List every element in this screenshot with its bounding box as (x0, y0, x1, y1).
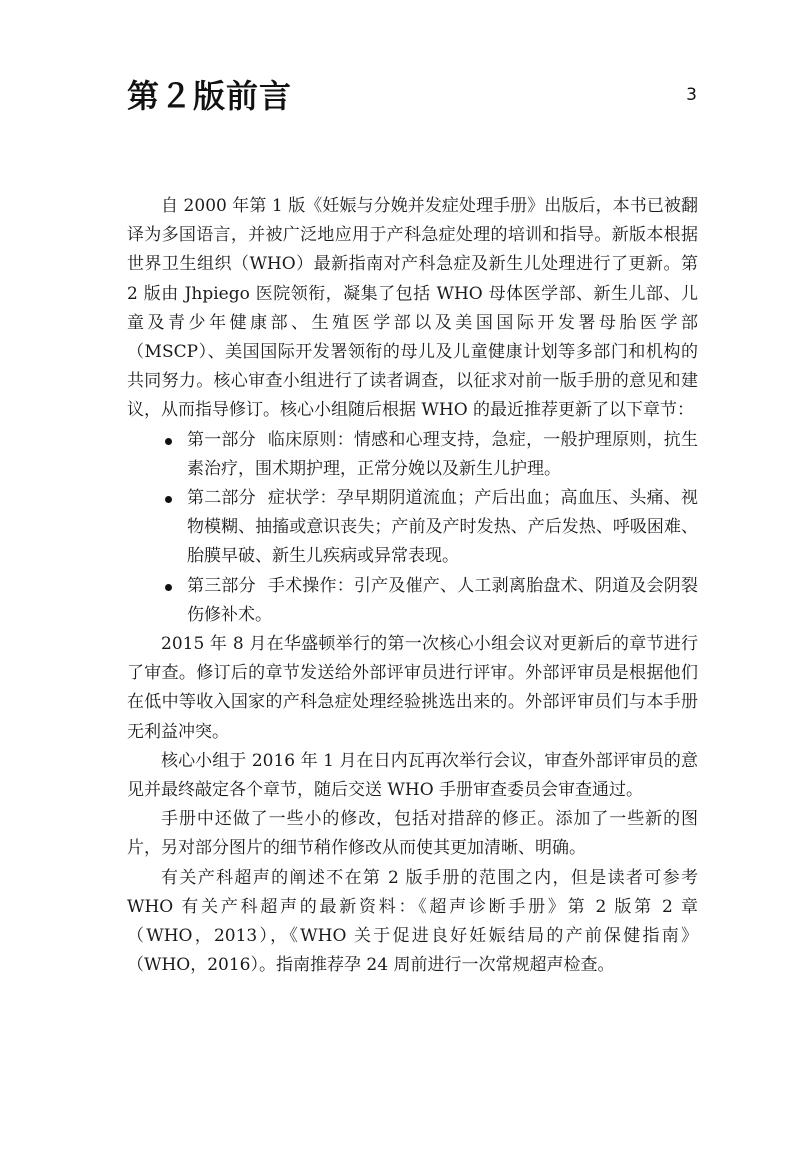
review-paragraph: 2015 年 8 月在华盛顿举行的第一次核心小组会议对更新后的章节进行了审查。修订后的章节发送给外部评审员进行评审。外部评审员是根据他们在低中等收入国家的产科急症处理经验挑选出来的。外部评审员们与本手册无利益冲突。 (127, 634, 698, 742)
bullet-icon (165, 584, 172, 591)
list-item (127, 572, 698, 630)
section-description: 症状学：孕早期阴道流血；产后出血；高血压、头痛、视物模糊、抽搐或意识丧失；产前及产时发热、产后发热、呼吸困难、胎膜早破、新生儿疾病或异常表现。 (187, 488, 699, 567)
geneva-meeting-paragraph: 核心小组于 2016 年 1 月在日内瓦再次举行会议，审查外部评审员的意见并最终敲定各个章节，随后交送 WHO 手册审查委员会审查通过。 (127, 750, 698, 801)
section-part-label: 第一部分 (187, 429, 256, 450)
intro-paragraph: 自 2000 年第 1 版《妊娠与分娩并发症处理手册》出版后，本书已被翻译为多国语言，并被广泛地应用于产科急症处理的培训和指导。新版本根据世界卫生组织（WHO）最新指南对产科急症及新生儿处理进行了更新。第 2 版由 Jhpiego 医院领衔，凝集了包括 WHO 母体医学部、新生儿部、儿童及青少年健康部、生殖医学部以及美国国际开发署母胎医学部（MSCP）、美国国际开发署领衔的母儿及儿童健康计划等多部门和机构的共同努力。核心审查小组进行了读者调查，以征求对前一版手册的意见和建议，从而指导修订。核心小组随后根据 WHO 的最近推荐更新了以下章节： (127, 196, 698, 421)
section-description: 临床原则：情感和心理支持，急症，一般护理原则，抗生素治疗，围术期护理，正常分娩以及新生儿护理。 (187, 429, 699, 479)
section-part-label: 第三部分 (187, 575, 256, 596)
bullet-icon (165, 496, 172, 503)
bullet-icon (165, 438, 172, 445)
ultrasound-paragraph: 有关产科超声的阐述不在第 2 版手册的范围之内，但是读者可参考 WHO 有关产科超声的最新资料：《超声诊断手册》第 2 版第 2 章（WHO，2013），《WHO 关于促进良好妊娠结局的产前保健指南》（WHO，2016）。指南推荐孕 24 周前进行一次常规超声检查。 (127, 867, 698, 976)
list-item (127, 426, 698, 484)
preface-body (127, 192, 698, 980)
section-part-label: 第二部分 (187, 488, 256, 509)
page-header (127, 74, 697, 124)
section-description: 手术操作：引产及催产、人工剥离胎盘术、阴道及会阴裂伤修补术。 (187, 575, 699, 625)
page-number: 3 (686, 85, 697, 105)
updated-sections-list (127, 426, 698, 630)
list-item (127, 484, 698, 572)
page-title: 第２版前言 (127, 77, 293, 115)
minor-revisions-paragraph: 手册中还做了一些小的修改，包括对措辞的修正。添加了一些新的图片，另对部分图片的细节稍作修改从而使其更加清晰、明确。 (127, 809, 698, 859)
